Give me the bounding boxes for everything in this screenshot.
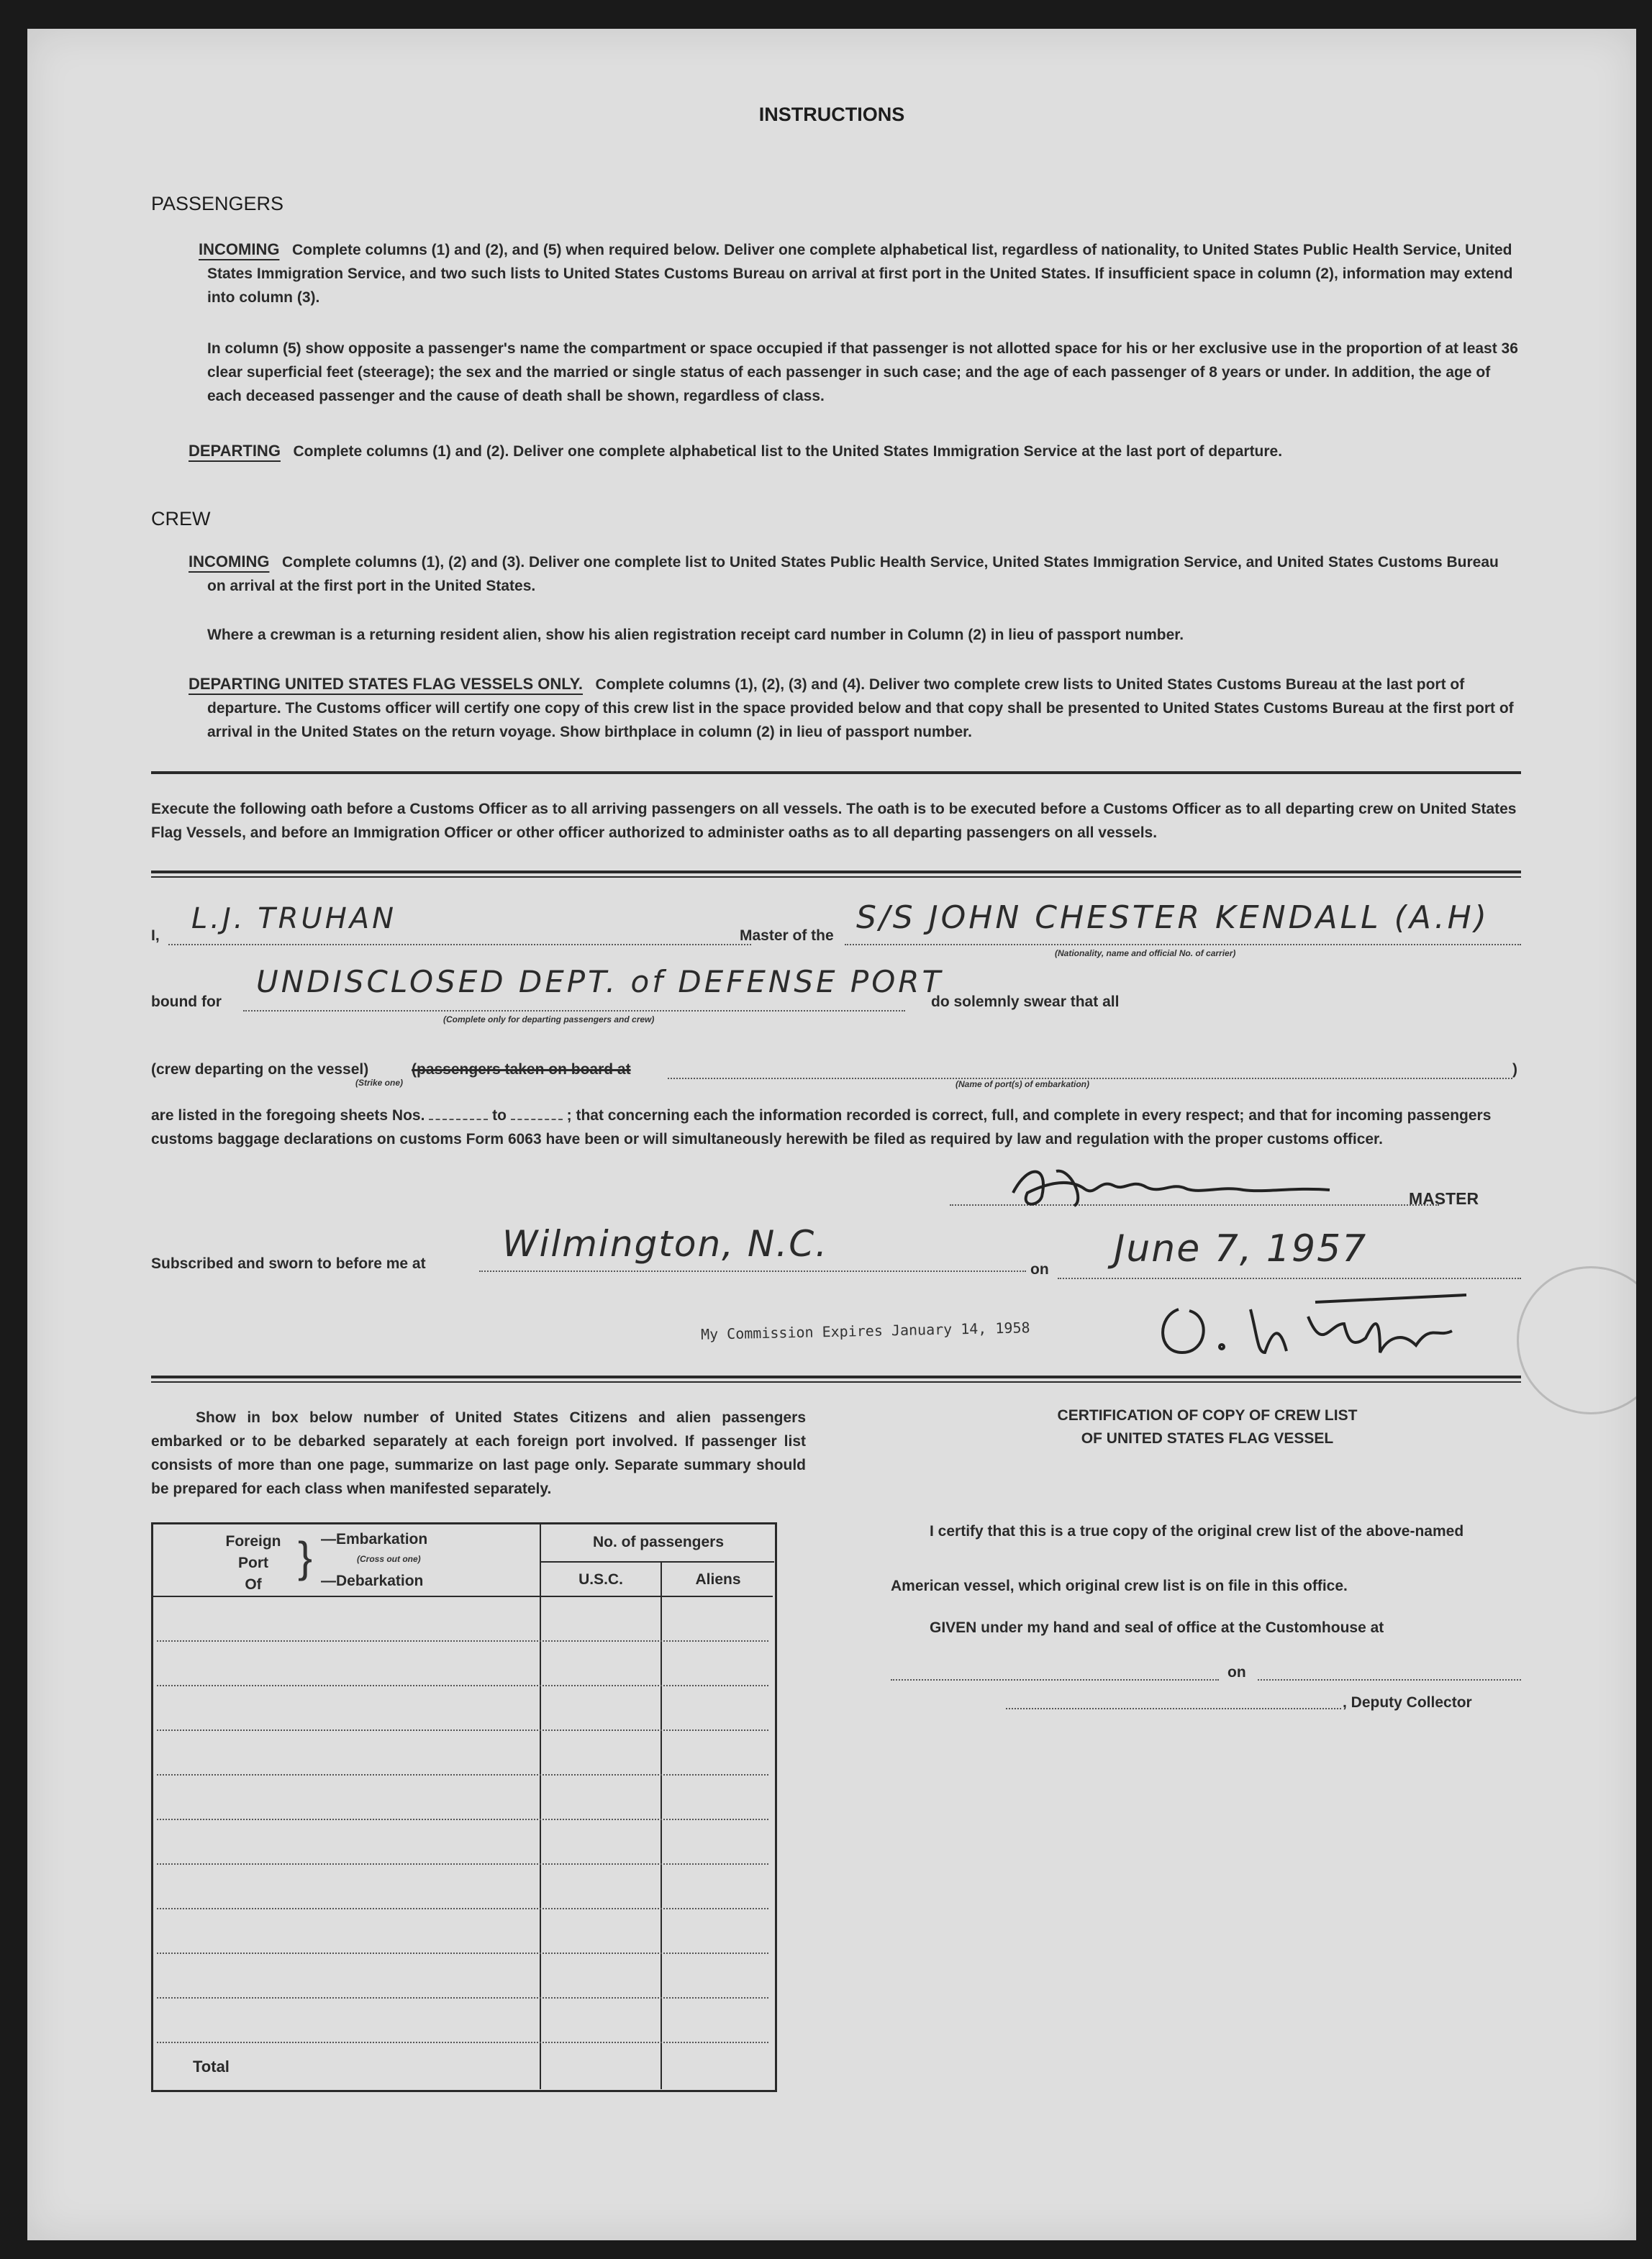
- destination-caption: (Complete only for departing passengers and crew): [443, 1014, 655, 1024]
- vessel-line: [845, 944, 1521, 945]
- master-name-handwritten: L.J. TRUHAN: [191, 902, 397, 935]
- destination-line: [243, 1010, 905, 1012]
- crew-departing-paragraph: [189, 672, 1521, 744]
- i-label: I,: [151, 927, 160, 944]
- sworn-place-handwritten: Wilmington, N.C.: [502, 1223, 829, 1265]
- close-paren: ): [1512, 1061, 1517, 1078]
- bound-for-label: bound for: [151, 994, 222, 1010]
- brace: }: [298, 1533, 313, 1581]
- table-row: [157, 1640, 768, 1642]
- passenger-summary-table: [151, 1522, 777, 2092]
- embarkation-port-line: [668, 1078, 1512, 1079]
- table-row: [157, 1774, 768, 1776]
- table-divider: [540, 1524, 541, 2089]
- crew-departing-label: (crew departing on the vessel): [151, 1061, 369, 1078]
- passengers-heading: PASSENGERS: [151, 193, 284, 214]
- col-header-port: Port: [238, 1555, 268, 1571]
- table-row: [157, 1819, 768, 1820]
- document-page: [27, 29, 1636, 2240]
- cross-out-caption: (Cross out one): [357, 1554, 421, 1564]
- certification-line-3: GIVEN under my hand and seal of office at the Customhouse at: [930, 1619, 1384, 1636]
- passengers-struck-label: (passengers taken on board at: [412, 1061, 631, 1078]
- embarkation-option: —Embarkation: [321, 1531, 428, 1547]
- seal-impression: [1517, 1266, 1636, 1414]
- passengers-departing-label: DEPARTING: [189, 442, 281, 460]
- passengers-column5-paragraph: In column (5) show opposite a passenger's name the compartment or space occupied if that passenger is not allotted space for his or her exclusive use in the proportion of at least 36 clear superficial feet (steerage); the sex and the married or single status of each passenger in such case; and the age of each passenger of 8 years or under. In addition, the age of each deceased passenger and the cause of death shall be shown, regardless of class.: [207, 340, 1518, 404]
- sworn-date-handwritten: June 7, 1957: [1114, 1227, 1368, 1271]
- master-label: MASTER: [1409, 1189, 1479, 1208]
- crew-incoming-label: INCOMING: [189, 553, 270, 571]
- page-title: INSTRUCTIONS: [758, 104, 905, 125]
- passengers-incoming-paragraph: [199, 237, 1521, 309]
- total-label: Total: [193, 2058, 230, 2076]
- deputy-collector-label: , Deputy Collector: [1343, 1694, 1472, 1711]
- listed-text-to: to: [492, 1107, 507, 1124]
- crew-heading: CREW: [151, 508, 211, 529]
- crew-resident-paragraph: Where a crewman is a returning resident alien, show his alien registration receipt card number in Column (2) in lieu of passport number.: [207, 627, 1184, 643]
- certification-heading-line-2: OF UNITED STATES FLAG VESSEL: [1081, 1430, 1334, 1447]
- col-header-foreign: Foreign: [225, 1533, 281, 1550]
- deputy-signature-line: [1006, 1708, 1341, 1709]
- passengers-departing-text: Complete columns (1) and (2). Deliver one complete alphabetical list to the United States Immigration Service at the last port of departure.: [293, 443, 1283, 460]
- table-divider: [540, 1561, 774, 1563]
- certification-heading-line-1: CERTIFICATION OF COPY OF CREW LIST: [1057, 1407, 1358, 1424]
- sworn-date-line: [1058, 1278, 1521, 1279]
- divider-rule: [151, 771, 1521, 774]
- listed-text-2: ; that concerning each the information recorded is correct, full, and complete in every respect; and that for incoming passengers customs baggage declarations on customs Form 6063 have been or will simultaneously herewith be filed as required by law and regulation with the proper customs officer.: [151, 1107, 1492, 1147]
- embarkation-caption: (Name of port(s) of embarkation): [956, 1079, 1090, 1089]
- col-header-no-passengers: No. of passengers: [592, 1534, 725, 1550]
- table-row: [157, 1863, 768, 1865]
- commission-stamp: My Commission Expires January 14, 1958: [700, 1319, 1030, 1343]
- listed-paragraph: [151, 1104, 1521, 1151]
- passengers-incoming-text: Complete columns (1) and (2), and (5) when required below. Deliver one complete alphabetical list, regardless of nationality, to United States Public Health Service, United States Immigration Service, and two such lists to United States Customs Bureau on arrival at first port in the United States. If insufficient space in column (2), information may extend into column (3).: [207, 242, 1513, 306]
- col-header-of: Of: [245, 1576, 262, 1593]
- col-header-aliens: Aliens: [695, 1571, 741, 1588]
- divider-rule: [151, 871, 1521, 873]
- certification-line-2: American vessel, which original crew list is on file in this office.: [891, 1578, 1348, 1594]
- sworn-place-line: [479, 1271, 1026, 1272]
- officer-signature: [1150, 1281, 1481, 1367]
- crew-departing-label: DEPARTING UNITED STATES FLAG VESSELS ONLY.: [189, 675, 584, 693]
- swear-label: do solemnly swear that all: [931, 994, 1120, 1010]
- certification-line-1: I certify that this is a true copy of the original crew list of the above-named: [930, 1523, 1464, 1540]
- divider-rule: [151, 1376, 1521, 1378]
- destination-handwritten: UNDISCLOSED DEPT. of DEFENSE PORT: [256, 964, 944, 999]
- customhouse-place-line: [891, 1679, 1219, 1681]
- divider-rule-thin: [151, 876, 1521, 878]
- master-of-label: Master of the: [740, 927, 834, 944]
- summary-instructions: Show in box below number of United States Citizens and alien passengers embarked or to be debarked separately at each foreign port involved. If passenger list consists of more than one page, summarize on last page only. Separate summary should be prepared for each class when manifested separately.: [151, 1409, 806, 1497]
- divider-rule-thin: [151, 1381, 1521, 1383]
- certification-heading: [862, 1404, 1553, 1450]
- oath-intro: Execute the following oath before a Customs Officer as to all arriving passengers on all vessels. The oath is to be executed before a Customs Officer as to all departing crew on United States Flag Vessels, and before an Immigration Officer or other officer authorized to administer oaths as to all departing passengers on all vessels.: [151, 801, 1517, 841]
- master-signature: [1006, 1157, 1344, 1214]
- table-row: [157, 1730, 768, 1731]
- certification-date-line: [1258, 1679, 1521, 1681]
- certification-on-label: on: [1227, 1664, 1246, 1681]
- col-header-usc: U.S.C.: [578, 1571, 623, 1588]
- on-label: on: [1030, 1261, 1049, 1278]
- crew-departing-text: Complete columns (1), (2), (3) and (4). Deliver two complete crew lists to United States Customs Bureau at the last port of departure. The Customs officer will certify one copy of this crew list in the space provided below and that copy shall be presented to United States Customs Bureau at the first port of arrival in the United States on the return voyage. Show birthplace in column (2) in lieu of passport number.: [207, 676, 1514, 740]
- strike-caption: (Strike one): [355, 1078, 404, 1088]
- table-row: [157, 1997, 768, 1999]
- vessel-name-handwritten: S/S JOHN CHESTER KENDALL (A.H): [856, 899, 1489, 936]
- crew-incoming-paragraph: [189, 550, 1521, 598]
- table-row: [157, 1953, 768, 1954]
- table-row: [157, 2042, 768, 2043]
- passengers-incoming-label: INCOMING: [199, 240, 280, 258]
- col-header-foreign-port: [210, 1531, 296, 1596]
- crew-incoming-text: Complete columns (1), (2) and (3). Deliver one complete list to United States Public Health Service, United States Immigration Service, and United States Customs Bureau on arrival at the first port in the United States.: [207, 554, 1499, 594]
- table-row: [157, 1908, 768, 1909]
- debarkation-option: —Debarkation: [321, 1573, 424, 1589]
- vessel-caption: (Nationality, name and official No. of carrier): [1055, 948, 1236, 958]
- listed-text-1: are listed in the foregoing sheets Nos.: [151, 1107, 425, 1124]
- table-row: [157, 1685, 768, 1686]
- table-header-bottom: [153, 1596, 773, 1597]
- passengers-departing-paragraph: [189, 439, 1521, 463]
- master-name-line: [168, 944, 751, 945]
- subscribed-label: Subscribed and sworn to before me at: [151, 1255, 426, 1272]
